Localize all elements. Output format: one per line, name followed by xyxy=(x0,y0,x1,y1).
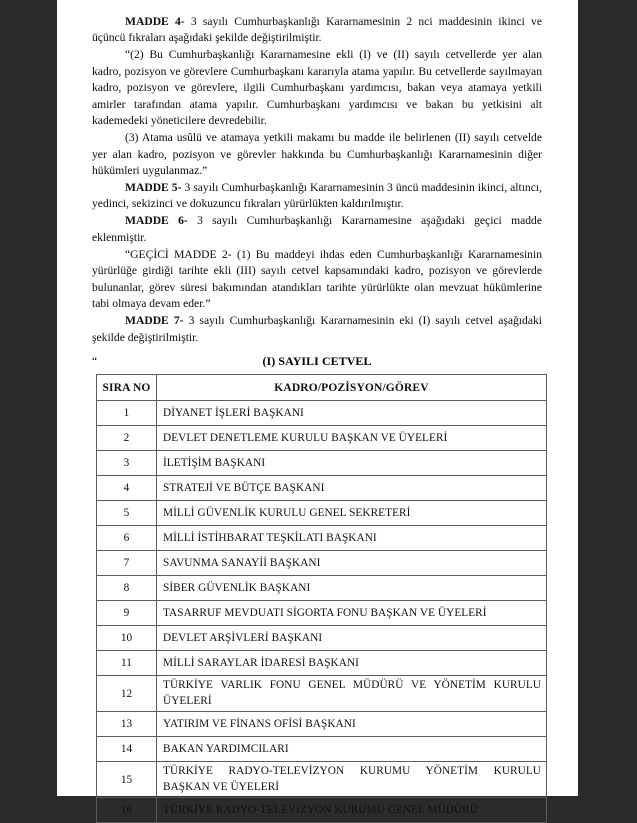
table-row xyxy=(97,712,547,737)
table-cell-gorev-line: TÜRKİYE VARLIK FONU GENEL MÜDÜRÜ VE YÖNETİM KURULU xyxy=(163,679,541,692)
table-row xyxy=(97,737,547,762)
table-cell-gorev: MİLLİ İSTİHBARAT TEŞKİLATI BAŞKANI xyxy=(157,526,547,551)
table-cell-sira-no: 5 xyxy=(97,501,157,526)
table-cell-gorev: SİBER GÜVENLİK BAŞKANI xyxy=(157,576,547,601)
document-text-body xyxy=(92,14,542,346)
paragraph-text: “GEÇİCİ MADDE 2- (1) Bu maddeyi ihdas eden Cumhurbaşkanlığı Kararnamesinin yürürlüğe girdiği tarihte ekli (III) sayılı cetvel kapsamındaki kadro, pozisyon ve görevlerde bulunanlar, görev süresi bakımından atandıkları tarihte yürürlükte olan mevzuat hükümlerine tabi olmaya devam eder.” xyxy=(92,247,542,311)
table-row xyxy=(97,451,547,476)
table-cell-gorev: STRATEJİ VE BÜTÇE BAŞKANI xyxy=(157,476,547,501)
table-row xyxy=(97,476,547,501)
paragraph-madde-6 xyxy=(92,213,542,246)
paragraph-gecici-madde-2 xyxy=(92,247,542,313)
table-row xyxy=(97,762,547,798)
column-header-sira-no: SIRA NO xyxy=(97,375,157,401)
table-cell-sira-no: 9 xyxy=(97,601,157,626)
table-header xyxy=(97,375,547,401)
table-cell-sira-no: 4 xyxy=(97,476,157,501)
table-cell-sira-no: 2 xyxy=(97,426,157,451)
table-cell-gorev: İLETİŞİM BAŞKANI xyxy=(157,451,547,476)
table-row xyxy=(97,501,547,526)
table-cell-gorev: MİLLİ SARAYLAR İDARESİ BAŞKANI xyxy=(157,651,547,676)
paragraph-fikra-3 xyxy=(92,130,542,179)
paragraph-madde-7 xyxy=(92,313,542,346)
table-cell-sira-no: 12 xyxy=(97,676,157,712)
cetvel-table xyxy=(96,374,547,823)
madde-text: 3 sayılı Cumhurbaşkanlığı Kararnamesine aşağıdaki geçici madde eklenmiştir. xyxy=(92,214,542,244)
table-cell-gorev: TASARRUF MEVDUATI SİGORTA FONU BAŞKAN VE ÜYELERİ xyxy=(157,601,547,626)
table-row xyxy=(97,651,547,676)
paragraph-text: “(2) Bu Cumhurbaşkanlığı Kararnamesine ekli (I) ve (II) sayılı cetvellerde yer alan kadro, pozisyon ve görevlere Cumhurbaşkanı kararıyla atama yapılır. Bu cetvellerde sayılmayan kadro, pozisyon ve görevlere, ilgili Cumhurbaşkanı yardımcısı, bakan veya atamaya yetkili amirler tarafından atama yapılır. Cumhurbaşkanı yardımcısı ve bakan bu yetkisini alt kademedeki yöneticilere devredebilir. xyxy=(92,48,542,128)
table-row xyxy=(97,676,547,712)
table-cell-sira-no: 8 xyxy=(97,576,157,601)
table-cell-gorev xyxy=(157,762,547,798)
table-cell-gorev-line: BAŞKAN VE ÜYELERİ xyxy=(163,780,280,793)
paragraph-fikra-2 xyxy=(92,47,542,129)
table-cell-gorev-line: TÜRKİYE RADYO-TELEVİZYON KURUMU YÖNETİM KURULU xyxy=(163,765,541,778)
madde-text: 3 sayılı Cumhurbaşkanlığı Kararnamesinin 3 üncü maddesinin ikinci, altıncı, yedinci, sekizinci ve dokuzuncu fıkraları yürürlükten kaldırılmıştır. xyxy=(92,181,542,211)
table-cell-sira-no: 11 xyxy=(97,651,157,676)
column-header-kadro-pozisyon-gorev: KADRO/POZİSYON/GÖREV xyxy=(157,375,547,401)
table-row xyxy=(97,601,547,626)
madde-label: MADDE 4- xyxy=(125,15,185,28)
table-row xyxy=(97,551,547,576)
table-cell-gorev: SAVUNMA SANAYİİ BAŞKANI xyxy=(157,551,547,576)
paragraph-madde-4 xyxy=(92,14,542,47)
table-cell-sira-no: 14 xyxy=(97,737,157,762)
table-cell-sira-no: 16 xyxy=(97,798,157,823)
table-cell-sira-no: 15 xyxy=(97,762,157,798)
table-cell-gorev: DEVLET DENETLEME KURULU BAŞKAN VE ÜYELERİ xyxy=(157,426,547,451)
madde-text: 3 sayılı Cumhurbaşkanlığı Kararnamesinin 2 nci maddesinin ikinci ve üçüncü fıkraları aşağıdaki şekilde değiştirilmiştir. xyxy=(92,15,542,45)
table-cell-gorev-line: ÜYELERİ xyxy=(163,694,212,707)
madde-label: MADDE 6- xyxy=(125,214,188,228)
table-cell-gorev: TÜRKİYE RADYO-TELEVİZYON KURUMU GENEL MÜDÜRÜ xyxy=(157,798,547,823)
table-row xyxy=(97,426,547,451)
document-page xyxy=(57,0,578,817)
cetvel-title: (I) SAYILI CETVEL xyxy=(262,354,372,369)
opening-quote-mark: “ xyxy=(92,355,98,369)
table-cell-gorev: MİLLİ GÜVENLİK KURULU GENEL SEKRETERİ xyxy=(157,501,547,526)
table-row xyxy=(97,526,547,551)
table-cell-sira-no: 13 xyxy=(97,712,157,737)
table-cell-sira-no: 10 xyxy=(97,626,157,651)
table-cell-gorev: BAKAN YARDIMCILARI xyxy=(157,737,547,762)
madde-text: 3 sayılı Cumhurbaşkanlığı Kararnamesinin eki (I) sayılı cetvel aşağıdaki şekilde değiştirilmiştir. xyxy=(92,314,542,344)
table-row xyxy=(97,798,547,823)
table-header-row xyxy=(97,375,547,401)
table-body xyxy=(97,401,547,823)
table-cell-gorev: YATIRIM VE FİNANS OFİSİ BAŞKANI xyxy=(157,712,547,737)
madde-label: MADDE 5- xyxy=(125,181,182,195)
table-cell-gorev: DEVLET ARŞİVLERİ BAŞKANI xyxy=(157,626,547,651)
table-cell-gorev: DİYANET İŞLERİ BAŞKANI xyxy=(157,401,547,426)
table-row xyxy=(97,401,547,426)
table-cell-sira-no: 3 xyxy=(97,451,157,476)
table-cell-gorev xyxy=(157,676,547,712)
table-row xyxy=(97,626,547,651)
cetvel-heading xyxy=(92,353,542,370)
table-cell-sira-no: 7 xyxy=(97,551,157,576)
paragraph-madde-5 xyxy=(92,180,542,213)
table-cell-sira-no: 1 xyxy=(97,401,157,426)
table-cell-sira-no: 6 xyxy=(97,526,157,551)
paragraph-text: (3) Atama usûlü ve atamaya yetkili makamı bu madde ile belirlenen (II) sayılı cetvelde yer alan kadro, pozisyon ve görevler hakkında bu Cumhurbaşkanlığı Kararnamesinin diğer hükümleri uygulanmaz.” xyxy=(92,131,542,178)
madde-label: MADDE 7- xyxy=(125,314,184,328)
table-row xyxy=(97,576,547,601)
